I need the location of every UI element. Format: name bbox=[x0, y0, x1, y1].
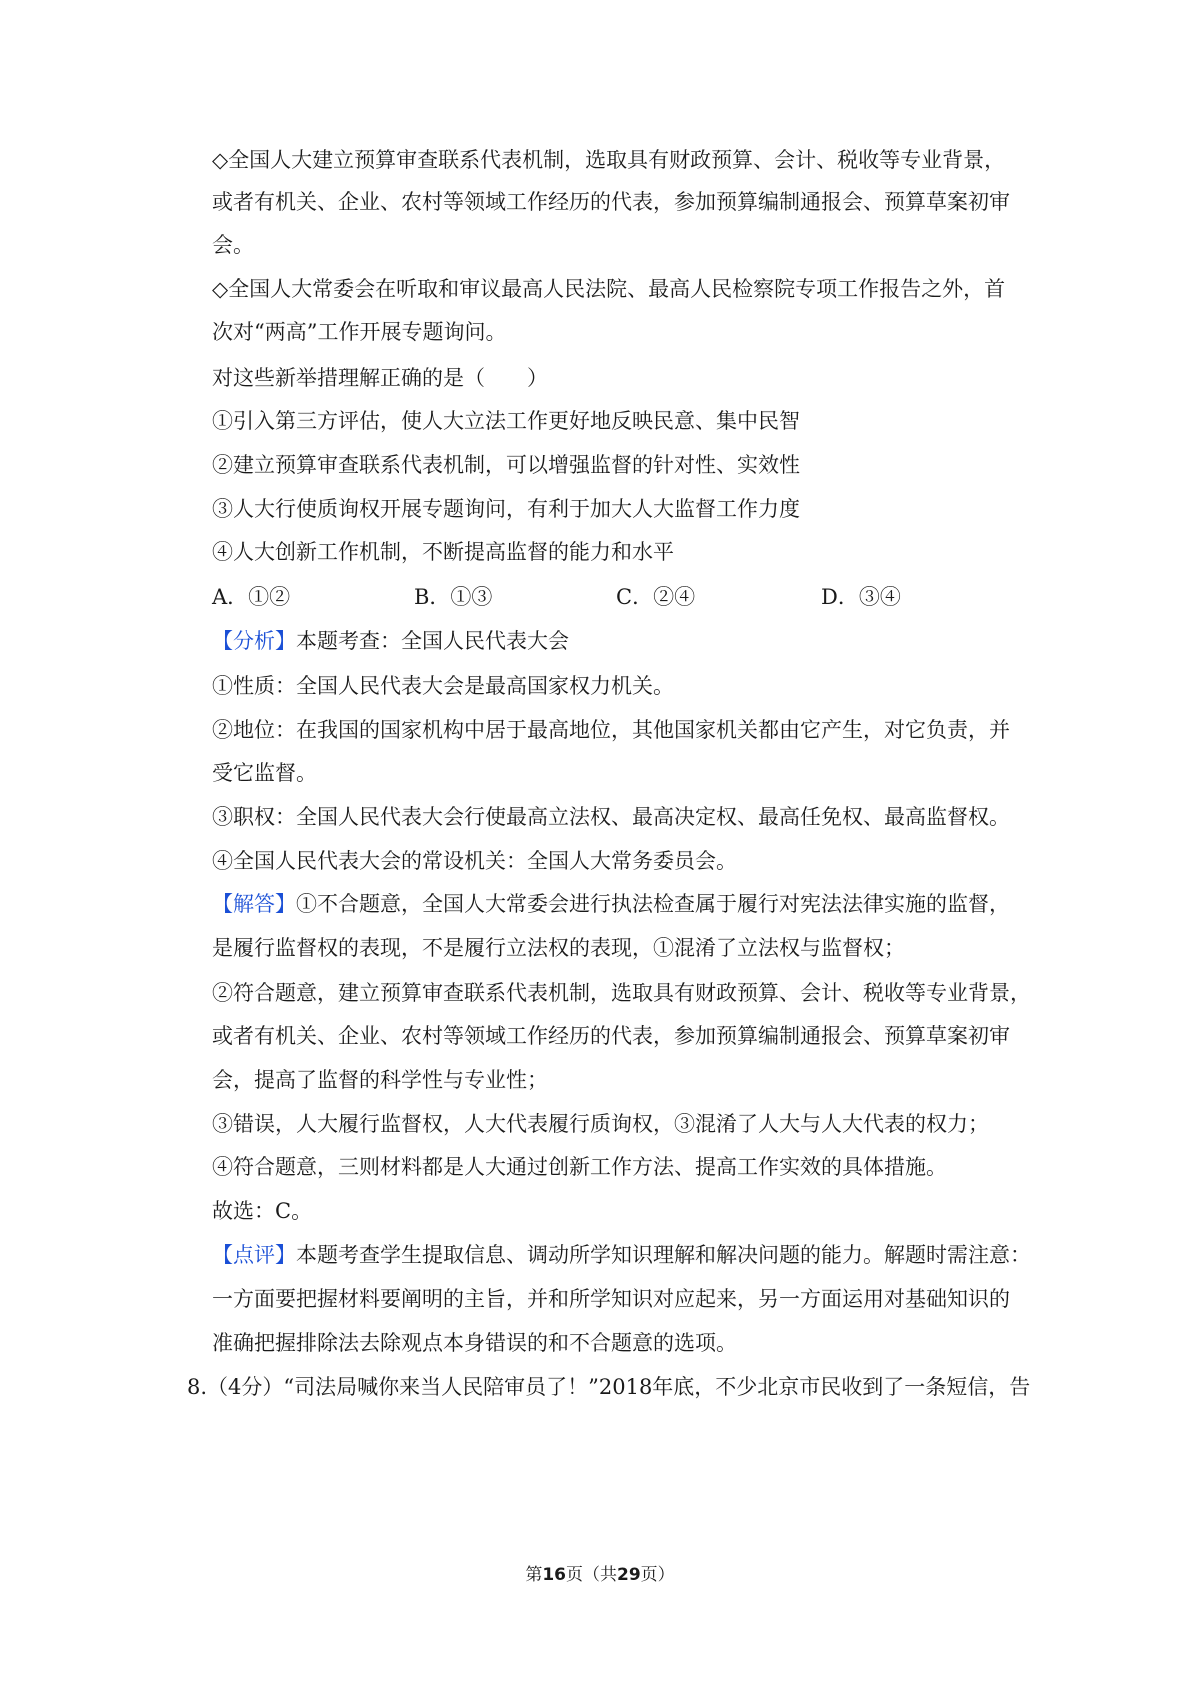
review-line-1: 一方面要把握材料要阐明的主旨，并和所学知识对应起来，另一方面运用对基础知识的 bbox=[212, 1287, 1010, 1311]
answer-line-6: ④符合题意，三则材料都是人大通过创新工作方法、提高工作实效的具体措施。 bbox=[212, 1155, 947, 1179]
footer-suffix: 页） bbox=[640, 1565, 675, 1585]
answer-conclusion: 故选：C。 bbox=[212, 1199, 313, 1223]
answer-line-4: 会，提高了监督的科学性与专业性； bbox=[212, 1068, 548, 1092]
statement-3: ③人大行使质询权开展专题询问，有利于加大人大监督工作力度 bbox=[212, 497, 800, 521]
statement-1: ①引入第三方评估，使人大立法工作更好地反映民意、集中民智 bbox=[212, 409, 800, 433]
answer-line-5: ③错误，人大履行监督权，人大代表履行质询权，③混淆了人大与人大代表的权力； bbox=[212, 1112, 989, 1136]
analysis-tag: 【分析】 bbox=[212, 629, 296, 653]
material-line-1: ◇全国人大建立预算审查联系代表机制，选取具有财政预算、会计、税收等专业背景， bbox=[212, 148, 1006, 172]
option-b: B．①③ bbox=[414, 585, 493, 609]
material-line-4: ◇全国人大常委会在听取和审议最高人民法院、最高人民检察院专项工作报告之外，首 bbox=[212, 277, 1006, 301]
material-line-5: 次对“两高”工作开展专题询问。 bbox=[212, 320, 507, 344]
answer-intro: ①不合题意，全国人大常委会进行执法检查属于履行对宪法法律实施的监督， bbox=[296, 892, 1010, 916]
statement-2: ②建立预算审查联系代表机制，可以增强监督的针对性、实效性 bbox=[212, 453, 800, 477]
option-c: C．②④ bbox=[616, 585, 696, 609]
page-footer bbox=[0, 1564, 1200, 1586]
option-a: A．①② bbox=[212, 585, 291, 609]
review-heading bbox=[212, 1241, 1032, 1269]
next-question: 8.（4分）“司法局喊你来当人民陪审员了！”2018年底，不少北京市民收到了一条短信，告 bbox=[187, 1375, 1031, 1399]
analysis-heading bbox=[212, 627, 1032, 655]
answer-line-3: 或者有机关、企业、农村等领域工作经历的代表，参加预算编制通报会、预算草案初审 bbox=[212, 1024, 1010, 1048]
footer-total-pages: 29 bbox=[617, 1565, 641, 1585]
review-intro: 本题考查学生提取信息、调动所学知识理解和解决问题的能力。解题时需注意： bbox=[296, 1243, 1031, 1267]
statement-4: ④人大创新工作机制，不断提高监督的能力和水平 bbox=[212, 540, 674, 564]
review-line-2: 准确把握排除法去除观点本身错误的和不合题意的选项。 bbox=[212, 1331, 737, 1355]
analysis-line-5: ④全国人民代表大会的常设机关：全国人大常务委员会。 bbox=[212, 849, 737, 873]
analysis-line-1: ①性质：全国人民代表大会是最高国家权力机关。 bbox=[212, 674, 674, 698]
review-tag: 【点评】 bbox=[212, 1243, 296, 1267]
answer-line-1: 是履行监督权的表现，不是履行立法权的表现，①混淆了立法权与监督权； bbox=[212, 936, 905, 960]
analysis-line-4: ③职权：全国人民代表大会行使最高立法权、最高决定权、最高任免权、最高监督权。 bbox=[212, 805, 1010, 829]
answer-tag: 【解答】 bbox=[212, 892, 296, 916]
material-line-2: 或者有机关、企业、农村等领域工作经历的代表，参加预算编制通报会、预算草案初审 bbox=[212, 190, 1010, 214]
answer-line-2: ②符合题意，建立预算审查联系代表机制，选取具有财政预算、会计、税收等专业背景， bbox=[212, 981, 1031, 1005]
footer-page-number: 16 bbox=[542, 1565, 566, 1585]
answer-heading bbox=[212, 890, 1032, 918]
analysis-line-2: ②地位：在我国的国家机构中居于最高地位，其他国家机关都由它产生，对它负责，并 bbox=[212, 718, 1010, 742]
footer-mid: 页（共 bbox=[566, 1565, 617, 1585]
analysis-intro: 本题考查：全国人民代表大会 bbox=[296, 629, 569, 653]
question-stem: 对这些新举措理解正确的是（ ） bbox=[212, 366, 548, 390]
analysis-line-3: 受它监督。 bbox=[212, 761, 317, 785]
option-d: D．③④ bbox=[821, 585, 901, 609]
material-line-3: 会。 bbox=[212, 233, 254, 257]
footer-prefix: 第 bbox=[525, 1565, 543, 1585]
